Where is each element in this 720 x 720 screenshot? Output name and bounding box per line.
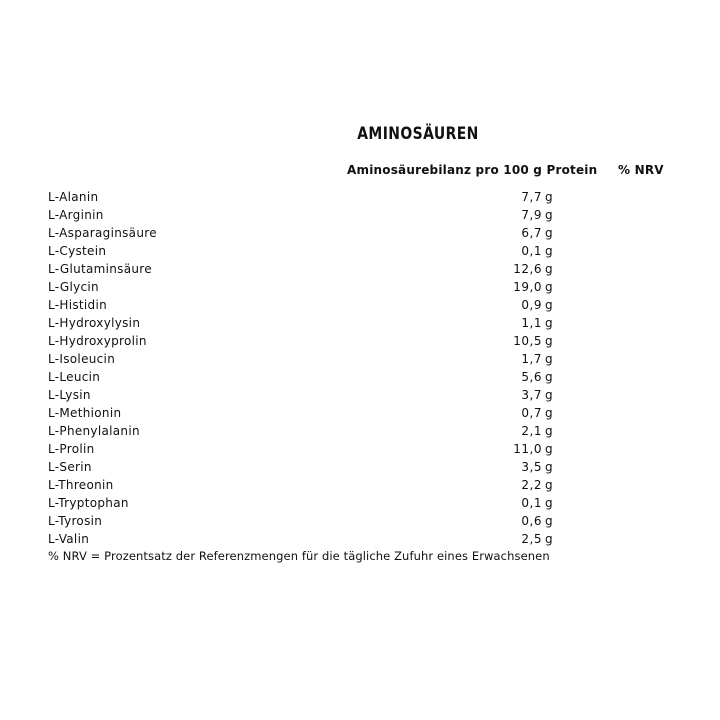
amino-acid-name: L-Isoleucin: [48, 352, 116, 366]
column-header-balance: Aminosäurebilanz pro 100 g Protein: [347, 163, 598, 177]
amino-acid-value: 1,1: [521, 316, 542, 330]
amino-acid-name: L-Glycin: [48, 280, 99, 294]
column-header-nrv: % NRV: [618, 163, 664, 177]
table-row: [48, 296, 568, 314]
table-row: [48, 386, 568, 404]
amino-acid-unit: g: [545, 316, 553, 330]
amino-acid-name: L-Glutaminsäure: [48, 262, 152, 276]
amino-acid-name: L-Methionin: [48, 406, 122, 420]
amino-acid-unit: g: [545, 370, 553, 384]
table-row: [48, 494, 568, 512]
amino-acid-value: 0,1: [521, 496, 542, 510]
table-row: [48, 314, 568, 332]
amino-acid-name: L-Alanin: [48, 190, 99, 204]
amino-acid-name: L-Arginin: [48, 208, 104, 222]
table-row: [48, 476, 568, 494]
amino-acid-unit: g: [545, 514, 553, 528]
amino-acid-unit: g: [545, 388, 553, 402]
nrv-footnote: % NRV = Prozentsatz der Referenzmengen für die tägliche Zufuhr eines Erwachsenen: [48, 549, 550, 563]
amino-acid-value: 1,7: [521, 352, 542, 366]
amino-acid-value: 2,5: [521, 532, 542, 546]
amino-acid-unit: g: [545, 244, 553, 258]
page-title-text: AMINOSÄUREN: [357, 124, 479, 144]
amino-acid-name: L-Phenylalanin: [48, 424, 140, 438]
amino-acid-value: 7,7: [521, 190, 542, 204]
amino-acid-unit: g: [545, 496, 553, 510]
table-row: [48, 188, 568, 206]
table-row: [48, 458, 568, 476]
amino-acid-table: [48, 188, 568, 548]
page-title: [75, 124, 665, 144]
amino-acid-name: L-Tryptophan: [48, 496, 129, 510]
table-row: [48, 206, 568, 224]
amino-acid-unit: g: [545, 226, 553, 240]
amino-acid-name: L-Prolin: [48, 442, 95, 456]
amino-acid-value: 3,7: [521, 388, 542, 402]
table-row: [48, 224, 568, 242]
amino-acid-value: 11,0: [513, 442, 542, 456]
amino-acid-value: 0,1: [521, 244, 542, 258]
amino-acid-name: L-Lysin: [48, 388, 91, 402]
amino-acid-unit: g: [545, 442, 553, 456]
table-row: [48, 242, 568, 260]
table-row: [48, 512, 568, 530]
amino-acid-unit: g: [545, 262, 553, 276]
amino-acid-value: 7,9: [521, 208, 542, 222]
table-row: [48, 260, 568, 278]
amino-acid-name: L-Hydroxyprolin: [48, 334, 147, 348]
amino-acid-name: L-Serin: [48, 460, 92, 474]
amino-acid-name: L-Histidin: [48, 298, 108, 312]
amino-acid-unit: g: [545, 424, 553, 438]
table-row: [48, 440, 568, 458]
amino-acid-unit: g: [545, 280, 553, 294]
amino-acid-value: 2,2: [521, 478, 542, 492]
table-row: [48, 530, 568, 548]
table-row: [48, 368, 568, 386]
table-row: [48, 404, 568, 422]
amino-acid-unit: g: [545, 208, 553, 222]
amino-acid-value: 6,7: [521, 226, 542, 240]
amino-acid-name: L-Valin: [48, 532, 90, 546]
amino-acid-name: L-Threonin: [48, 478, 114, 492]
amino-acid-value: 12,6: [513, 262, 542, 276]
amino-acid-name: L-Tyrosin: [48, 514, 103, 528]
amino-acid-unit: g: [545, 352, 553, 366]
table-row: [48, 278, 568, 296]
amino-acid-unit: g: [545, 478, 553, 492]
table-row: [48, 422, 568, 440]
amino-acid-name: L-Asparaginsäure: [48, 226, 157, 240]
amino-acid-value: 5,6: [521, 370, 542, 384]
amino-acid-name: L-Hydroxylysin: [48, 316, 141, 330]
table-row: [48, 332, 568, 350]
amino-acid-unit: g: [545, 532, 553, 546]
amino-acid-value: 0,9: [521, 298, 542, 312]
amino-acid-value: 3,5: [521, 460, 542, 474]
amino-acid-value: 0,7: [521, 406, 542, 420]
amino-acid-value: 2,1: [521, 424, 542, 438]
amino-acid-unit: g: [545, 460, 553, 474]
amino-acid-unit: g: [545, 334, 553, 348]
amino-acid-value: 0,6: [521, 514, 542, 528]
amino-acid-name: L-Cystein: [48, 244, 107, 258]
amino-acid-unit: g: [545, 298, 553, 312]
amino-acid-unit: g: [545, 406, 553, 420]
amino-acid-value: 19,0: [513, 280, 542, 294]
amino-acid-name: L-Leucin: [48, 370, 101, 384]
amino-acid-value: 10,5: [513, 334, 542, 348]
table-row: [48, 350, 568, 368]
amino-acid-unit: g: [545, 190, 553, 204]
